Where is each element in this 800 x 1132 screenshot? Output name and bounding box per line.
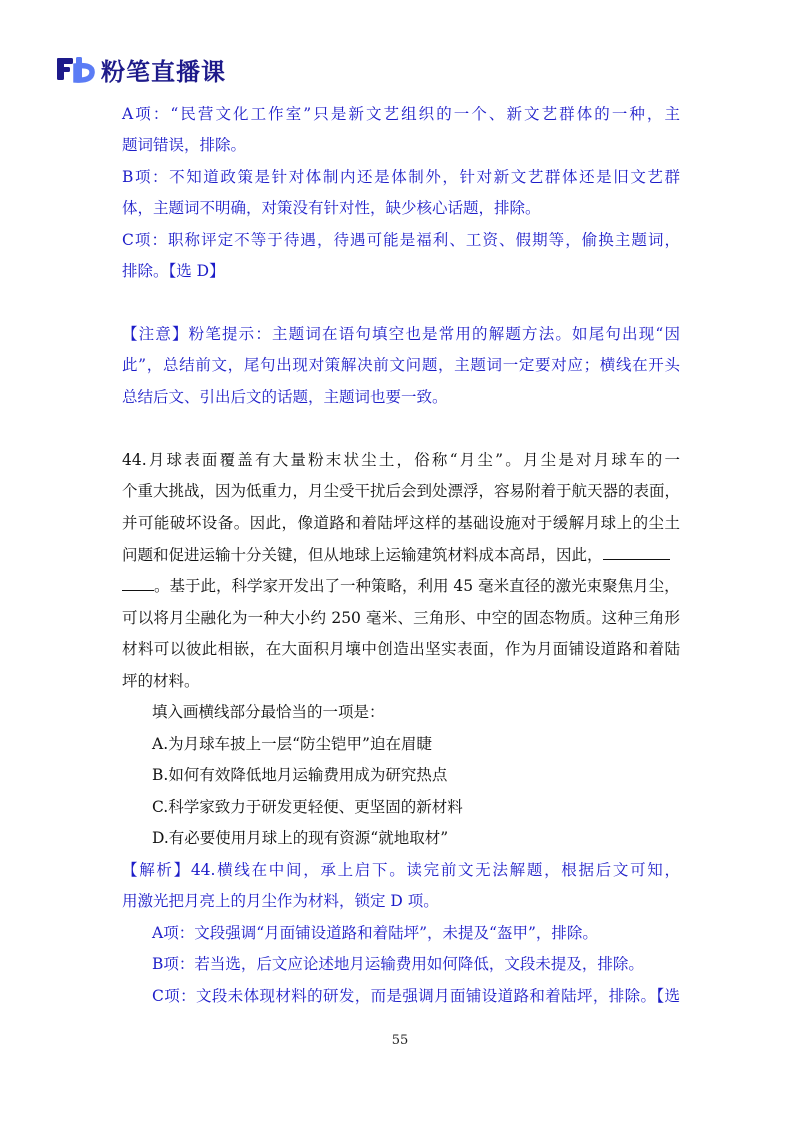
question-44-line-4-text: 问题和促进运输十分关键，但从地球上运输建筑材料成本高昂，因此， xyxy=(122,546,603,564)
note-line-3: 总结后文、引出后文的话题，主题词也要一致。 xyxy=(122,388,448,406)
question-44-line-3: 并可能破坏设备。因此，像道路和着陆坪这样的基础设施对于缓解月球上的尘土 xyxy=(122,514,680,532)
note-line-1: 【注意】粉笔提示：主题词在语句填空也是常用的解题方法。如尾句出现“因 xyxy=(122,325,680,343)
option-b-analysis-line-2: 体，主题词不明确，对策没有针对性，缺少核心话题，排除。 xyxy=(122,199,541,217)
question-44-option-c: C.科学家致力于研发更轻便、更坚固的新材料 xyxy=(152,798,463,816)
question-44-line-8: 坪的材料。 xyxy=(122,672,200,690)
question-44-line-7: 材料可以彼此相嵌，在大面积月壤中创造出坚实表面，作为月面铺设道路和着陆 xyxy=(122,640,680,658)
answer-blank-continued xyxy=(122,576,154,591)
option-a-analysis-line-1: A项：“民营文化工作室”只是新文艺组织的一个、新文艺群体的一种，主 xyxy=(122,105,680,123)
page-number: 55 xyxy=(391,1033,409,1048)
question-44-prompt: 填入画横线部分最恰当的一项是： xyxy=(152,703,385,721)
question-44-line-6: 可以将月尘融化为一种大小约 250 毫米、三角形、中空的固态物质。这种三角形 xyxy=(122,609,680,627)
analysis-line-2: 用激光把月亮上的月尘作为材料，锁定 D 项。 xyxy=(122,892,439,910)
question-44-option-a: A.为月球车披上一层“防尘铠甲”迫在眉睫 xyxy=(152,735,432,753)
question-44-line-5-text: 。基于此，科学家开发出了一种策略，利用 45 毫米直径的激光束聚焦月尘， xyxy=(154,577,680,595)
question-44-line-1: 44.月球表面覆盖有大量粉末状尘土，俗称“月尘”。月尘是对月球车的一 xyxy=(122,451,680,469)
question-44-line-4 xyxy=(122,545,670,565)
question-44-line-2: 个重大挑战，因为低重力，月尘受干扰后会到处漂浮，容易附着于航天器的表面， xyxy=(122,482,681,500)
option-c-analysis-line-1: C项：职称评定不等于待遇，待遇可能是福利、工资、假期等，偷换主题词， xyxy=(122,231,680,249)
analysis-option-b: B项：若当选，后文应论述地月运输费用如何降低，文段未提及，排除。 xyxy=(152,955,644,973)
option-c-analysis-line-2: 排除。【选 D】 xyxy=(122,262,225,280)
answer-blank xyxy=(603,545,670,560)
option-a-analysis-line-2: 题词错误，排除。 xyxy=(122,136,247,154)
analysis-option-a: A项：文段强调“月面铺设道路和着陆坪”，未提及“盔甲”，排除。 xyxy=(152,924,598,942)
question-44-option-d: D.有必要使用月球上的现有资源“就地取材” xyxy=(152,829,449,847)
question-44-option-b: B.如何有效降低地月运输费用成为研究热点 xyxy=(152,766,448,784)
note-line-2: 此”，总结前文，尾句出现对策解决前文问题，主题词一定要对应；横线在开头 xyxy=(122,356,680,374)
option-b-analysis-line-1: B项：不知道政策是针对体制内还是体制外，针对新文艺群体还是旧文艺群 xyxy=(122,168,680,186)
fb-logo-icon xyxy=(55,54,95,84)
question-44-line-5 xyxy=(122,576,680,596)
brand-title: 粉笔直播课 xyxy=(101,57,226,86)
header xyxy=(55,52,226,86)
analysis-option-c: C项：文段未体现材料的研发，而是强调月面铺设道路和着陆坪，排除。【选 xyxy=(152,987,680,1005)
analysis-line-1: 【解析】44.横线在中间，承上启下。读完前文无法解题，根据后文可知， xyxy=(122,861,680,879)
